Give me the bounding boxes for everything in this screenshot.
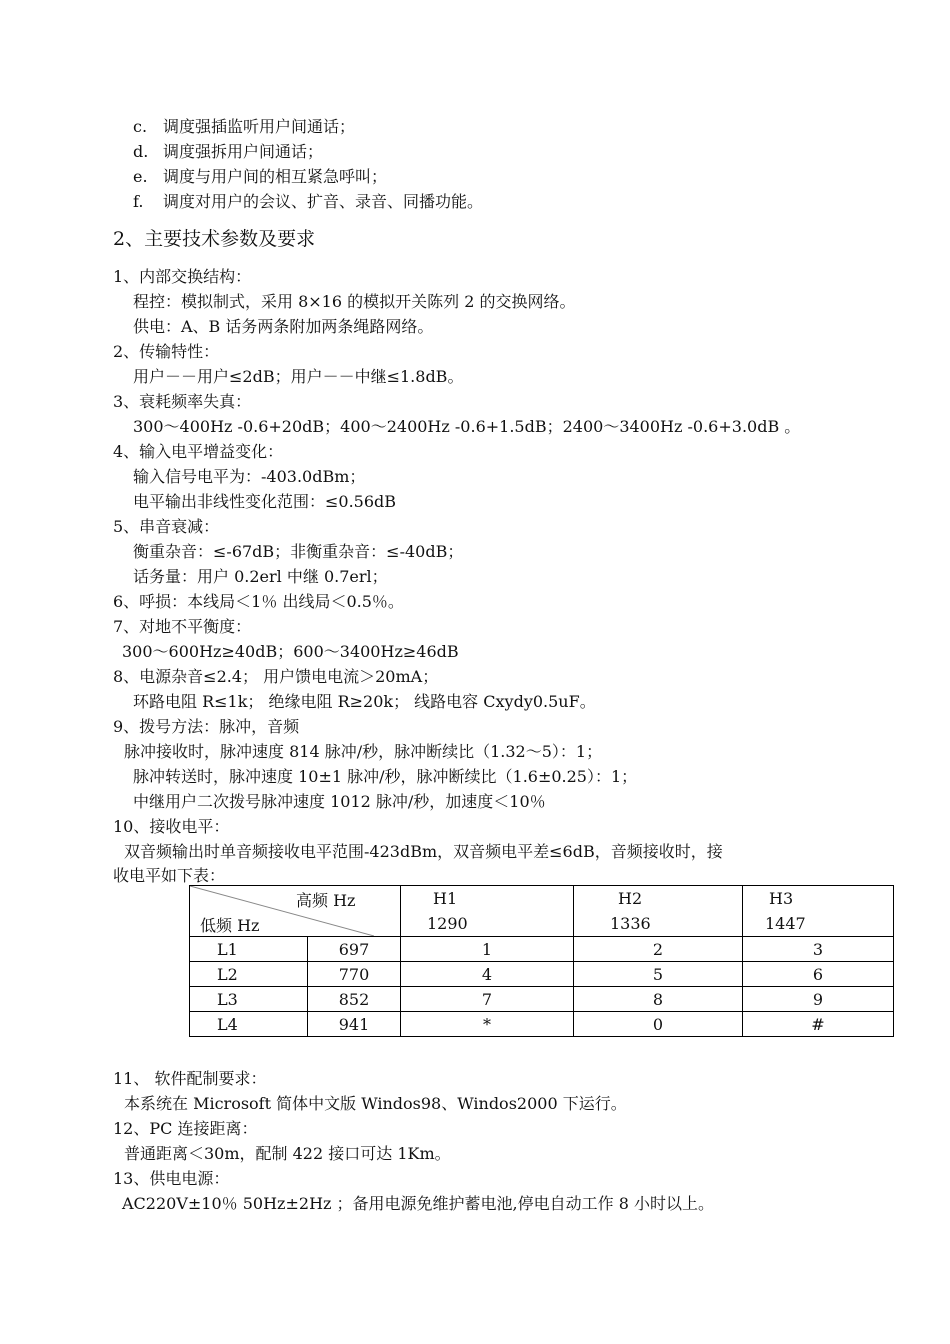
low-frequency-label: 低频 Hz <box>200 916 260 935</box>
item-detail: AC220V±10％ 50Hz±2Hz ；备用电源免维护蓄电池,停电自动工作 8 小时以上。 <box>122 1194 714 1213</box>
item-detail: 电平输出非线性变化范围：≤0.56dB <box>133 492 397 511</box>
item-heading: 7、对地不平衡度： <box>113 617 252 636</box>
item-detail: 脉冲接收时，脉冲速度 814 脉冲/秒，脉冲断续比（1.32～5）：1； <box>124 742 603 761</box>
item-heading: 13、供电电源： <box>113 1169 230 1188</box>
key-cell: 7 <box>401 987 574 1012</box>
dtmf-frequency-table <box>189 885 894 1037</box>
key-cell: * <box>401 1012 574 1037</box>
list-marker: f. <box>133 192 144 211</box>
high-name-cell: H3 <box>743 886 894 912</box>
item-detail: 供电：A、B 话务两条附加两条绳路网络。 <box>133 317 434 336</box>
low-freq-cell: 852 <box>308 987 401 1012</box>
list-text: 调度强拆用户间通话； <box>163 142 324 161</box>
key-cell: # <box>743 1012 894 1037</box>
item-detail: 输入信号电平为：-403.0dBm； <box>133 467 366 486</box>
item-heading: 11、 软件配制要求： <box>113 1069 267 1088</box>
high-freq-cell: 1447 <box>743 911 894 937</box>
low-name-cell: L4 <box>190 1012 308 1037</box>
key-cell: 6 <box>743 962 894 987</box>
item-detail: 收电平如下表： <box>113 866 226 885</box>
list-text: 调度强插监听用户间通话； <box>163 117 356 136</box>
table-row <box>190 937 894 962</box>
item-detail: 300～600Hz≥40dB；600～3400Hz≥46dB <box>122 642 459 661</box>
item-heading: 2、传输特性： <box>113 342 220 361</box>
key-cell: 2 <box>574 937 743 962</box>
list-marker: c. <box>133 117 148 136</box>
list-item <box>133 165 387 189</box>
item-detail: 衡重杂音：≤-67dB；非衡重杂音：≤-40dB； <box>133 542 464 561</box>
item-heading: 12、PC 连接距离： <box>113 1119 258 1138</box>
list-marker: e. <box>133 167 148 186</box>
table-row <box>190 1012 894 1037</box>
list-text: 调度对用户的会议、扩音、录音、同播功能。 <box>163 192 484 211</box>
low-name-cell: L2 <box>190 962 308 987</box>
table-row <box>190 987 894 1012</box>
table-corner-header <box>190 886 401 937</box>
item-heading: 4、输入电平增益变化： <box>113 442 284 461</box>
high-name-cell: H1 <box>401 886 574 912</box>
item-heading: 3、衰耗频率失真： <box>113 392 252 411</box>
section-heading: 2、主要技术参数及要求 <box>113 228 316 250</box>
item-heading: 9、拨号方法：脉冲，音频 <box>113 717 300 736</box>
item-detail: 用户－－用户≤2dB；用户－－中继≤1.8dB。 <box>133 367 464 386</box>
key-cell: 5 <box>574 962 743 987</box>
item-heading: 8、电源杂音≤2.4； 用户馈电电流＞20mA； <box>113 667 439 686</box>
item-heading: 1、内部交换结构： <box>113 267 252 286</box>
low-freq-cell: 770 <box>308 962 401 987</box>
high-freq-cell: 1290 <box>401 911 574 937</box>
item-detail: 双音频输出时单音频接收电平范围-423dBm，双音频电平差≤6dB，音频接收时，接 <box>124 842 723 861</box>
list-item <box>133 140 323 164</box>
item-heading: 6、呼损：本线局＜1％ 出线局＜0.5％。 <box>113 592 404 611</box>
key-cell: 9 <box>743 987 894 1012</box>
item-detail: 脉冲转送时，脉冲速度 10±1 脉冲/秒，脉冲断续比（1.6±0.25）：1； <box>133 767 638 786</box>
table-row <box>190 962 894 987</box>
list-item <box>133 190 483 214</box>
key-cell: 1 <box>401 937 574 962</box>
item-detail: 程控：模拟制式，采用 8×16 的模拟开关陈列 2 的交换网络。 <box>133 292 576 311</box>
item-heading: 5、串音衰减： <box>113 517 220 536</box>
list-item <box>133 115 355 139</box>
list-marker: d. <box>133 142 149 161</box>
low-name-cell: L3 <box>190 987 308 1012</box>
item-detail: 环路电阻 R≤1k； 绝缘电阻 R≥20k； 线路电容 Cxydy0.5uF。 <box>133 692 596 711</box>
low-name-cell: L1 <box>190 937 308 962</box>
item-detail: 本系统在 Microsoft 简体中文版 Windos98、Windos2000 下运行。 <box>124 1094 627 1113</box>
item-detail: 中继用户二次拨号脉冲速度 1012 脉冲/秒，加速度＜10％ <box>133 792 546 811</box>
high-name-cell: H2 <box>574 886 743 912</box>
key-cell: 0 <box>574 1012 743 1037</box>
high-frequency-label: 高频 Hz <box>296 891 356 910</box>
item-detail: 话务量：用户 0.2erl 中继 0.7erl； <box>133 567 388 586</box>
low-freq-cell: 697 <box>308 937 401 962</box>
item-detail: 300～400Hz -0.6+20dB；400～2400Hz -0.6+1.5dB；2400～3400Hz -0.6+3.0dB 。 <box>133 417 801 436</box>
key-cell: 3 <box>743 937 894 962</box>
list-text: 调度与用户间的相互紧急呼叫； <box>163 167 388 186</box>
item-heading: 10、接收电平： <box>113 817 230 836</box>
high-freq-cell: 1336 <box>574 911 743 937</box>
low-freq-cell: 941 <box>308 1012 401 1037</box>
item-detail: 普通距离＜30m，配制 422 接口可达 1Km。 <box>124 1144 451 1163</box>
key-cell: 4 <box>401 962 574 987</box>
key-cell: 8 <box>574 987 743 1012</box>
